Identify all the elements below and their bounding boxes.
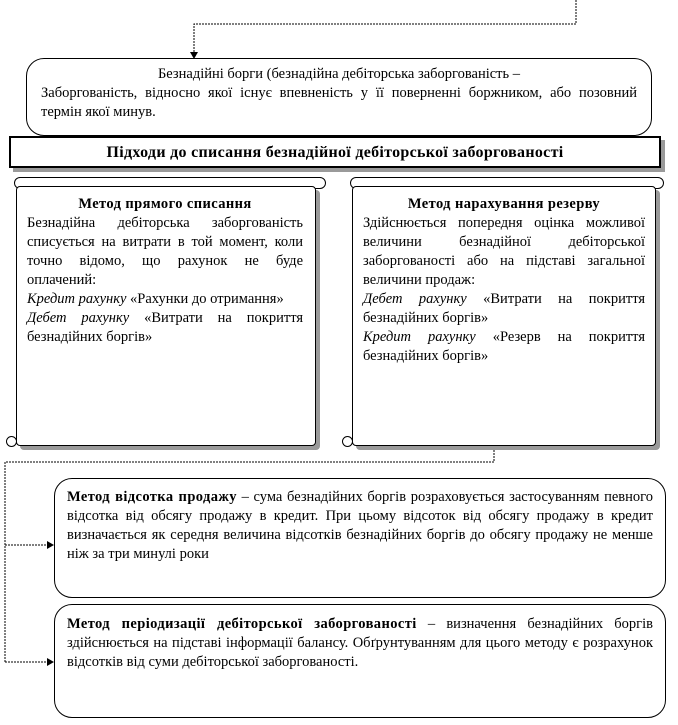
left-scroll-curl: [6, 436, 17, 447]
sales-percentage-box: [54, 478, 666, 598]
reserve-method-text: Здійснюється попередня оцінка можливої величини безнадійної дебіторської заборгованості або на підставі загальної величини продаж:: [363, 215, 645, 288]
right-scroll-curl: [342, 436, 353, 447]
direct-writeoff-panel: [16, 186, 316, 446]
receivables-aging-box: [54, 604, 666, 718]
definition-text: Заборгованість, відносно якої існує впевненість у її поверненні боржником, або позовний термін якої минув.: [41, 85, 637, 120]
receivables-aging-heading: Метод періодизації дебіторської заборгованості: [67, 616, 417, 632]
approaches-banner: [9, 136, 661, 168]
reserve-method-panel: [352, 186, 656, 446]
direct-debit-label: Дебет рахунку: [27, 310, 130, 326]
reserve-method-heading: Метод нарахування резерву: [407, 196, 601, 212]
banner-title: Підходи до списання безнадійної дебіторської заборгованості: [106, 144, 564, 161]
receivables-aging-text: – визначення безнадійних боргів здійснюється на підставі інформації балансу. Обґрунтуванням для цього методу є розрахунок відсотків від суми дебіторської заборгованості.: [67, 616, 653, 670]
direct-credit-label: Кредит рахунку: [27, 291, 127, 307]
sales-percentage-heading: Метод відсотка продажу: [67, 489, 237, 505]
reserve-debit-label: Дебет рахунку: [363, 291, 467, 307]
direct-writeoff-text: Безнадійна дебіторська заборгованість списується на витрати в той момент, коли точно відомо, що рахунок не буде оплачений:: [27, 215, 303, 288]
definition-title: Безнадійні борги (безнадійна дебіторська заборгованість –: [157, 66, 520, 82]
direct-credit-value: «Рахунки до отримання»: [130, 291, 284, 307]
direct-debit-value: «Витрати на покриття безнадійних боргів»: [27, 310, 304, 345]
sales-percentage-text: – сума безнадійних боргів розраховується застосуванням певного відсотка від обсягу продажу в кредит. При цьому відсоток від обсягу продажу в кредит визначається як середня величина відсотків безнадійних боргів до обсягу продажу не менше ніж за три минулі роки: [67, 489, 653, 562]
direct-writeoff-heading: Метод прямого списання: [78, 196, 252, 212]
reserve-credit-value: «Резерв на покриття безнадійних боргів»: [363, 329, 646, 364]
reserve-debit-value: «Витрати на покриття безнадійних боргів»: [363, 291, 646, 326]
reserve-credit-label: Кредит рахунку: [363, 329, 476, 345]
definition-box: [26, 58, 652, 136]
